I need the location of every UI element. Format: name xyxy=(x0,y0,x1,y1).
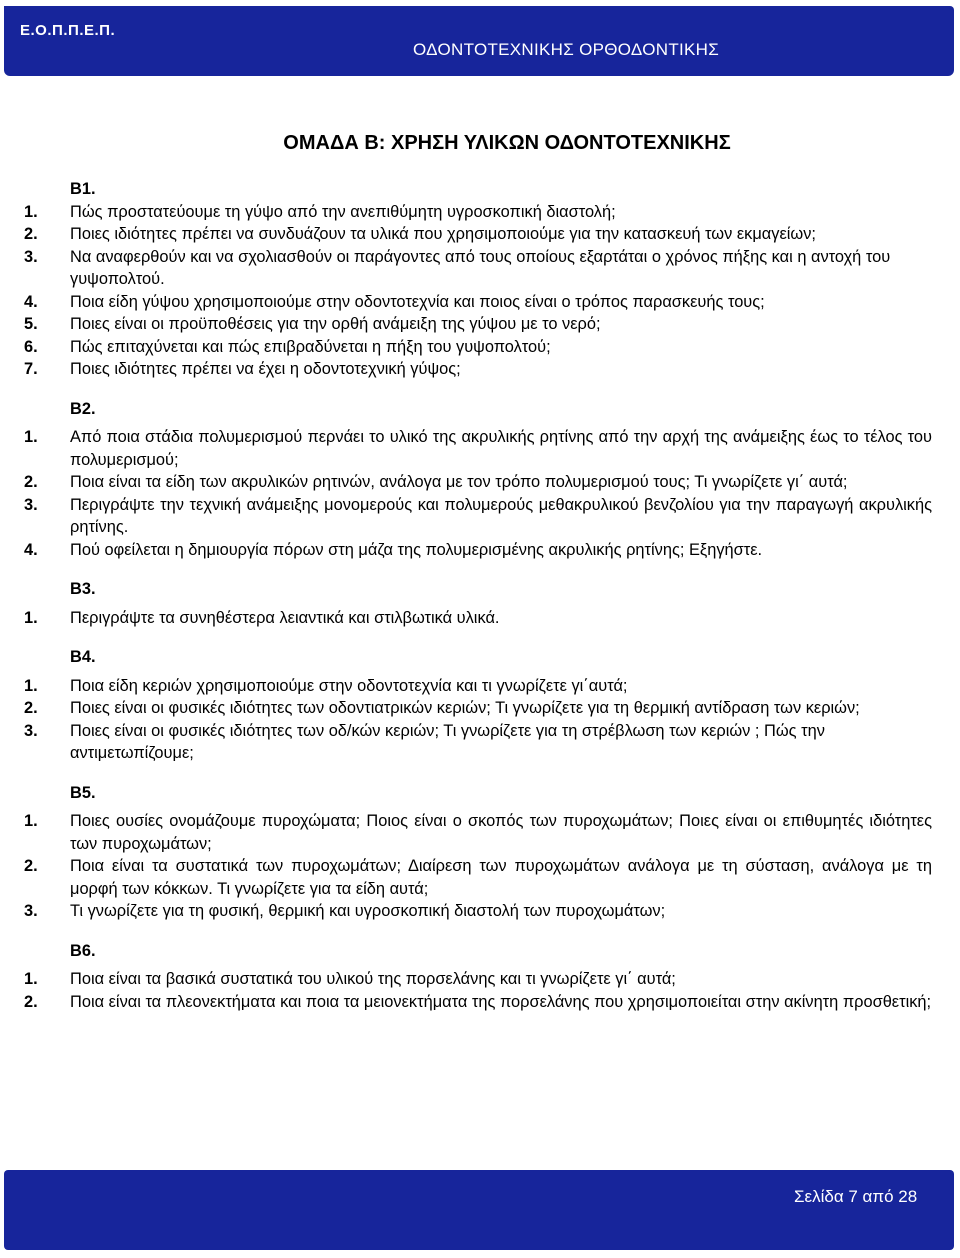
question-number: 1. xyxy=(24,202,38,221)
question-item xyxy=(24,991,932,1014)
section-heading: Β4. xyxy=(70,648,96,666)
question-item xyxy=(24,201,932,224)
question-text: Από ποια στάδια πολυμερισμού περνάει το υλικό της ακρυλικής ρητίνης από την αρχή της ανάμειξης έως το τέλος του πολυμερισμού; xyxy=(70,428,932,469)
question-item xyxy=(24,968,932,991)
question-item xyxy=(24,494,932,539)
question-item xyxy=(24,223,932,246)
question-number: 3. xyxy=(24,902,38,920)
question-text: Ποια είναι τα συστατικά των πυροχωμάτων; Διαίρεση των πυροχωμάτων ανάλογα με τη σύσταση, ανάλογα με τη μορφή των κόκκων. Τι γνωρίζετε για τα είδη αυτά; xyxy=(70,857,932,898)
question-text: Τι γνωρίζετε για τη φυσική, θερμική και υγροσκοπική διαστολή των πυροχωμάτων; xyxy=(70,902,666,920)
question-item xyxy=(24,539,932,562)
section-heading: Β1. xyxy=(70,180,96,198)
section-heading: Β3. xyxy=(70,580,96,598)
question-number: 1. xyxy=(24,608,38,627)
header-specialty: ΟΔΟΝΤΟΤΕΧΝΙΚΗΣ ΟΡΘΟΔΟΝΤΙΚΗΣ xyxy=(413,40,720,59)
question-item xyxy=(24,291,932,314)
question-text: Ποια είδη γύψου χρησιμοποιούμε στην οδοντοτεχνία και ποιος είναι ο τρόπος παρασκευής τους; xyxy=(70,292,765,311)
question-text: Πώς προστατεύουμε τη γύψο από την ανεπιθύμητη υγροσκοπική διαστολή; xyxy=(70,202,616,221)
question-number: 1. xyxy=(24,970,38,988)
section-heading: Β2. xyxy=(70,399,96,418)
question-text: Πώς επιταχύνεται και πώς επιβραδύνεται η πήξη του γυψοπολτού; xyxy=(70,337,551,356)
header-decoration xyxy=(0,0,950,30)
question-text: Να αναφερθούν και να σχολιασθούν οι παράγοντες από τους οποίους εξαρτάται ο χρόνος πήξης και η αντοχή του γυψοπολτού. xyxy=(70,247,891,288)
question-number: 3. xyxy=(24,495,38,514)
question-text: Περιγράψτε την τεχνική ανάμειξης μονομερούς και πολυμερούς μεθακρυλικού βενζολίου για την παραγωγή ακρυλικής ρητίνης. xyxy=(70,495,932,536)
question-item xyxy=(24,810,932,855)
question-text: Ποια είναι τα είδη των ακρυλικών ρητινών, ανάλογα με τον τρόπο πολυμερισμού τους; Τι γνωρίζετε γι΄ αυτά; xyxy=(70,473,848,491)
question-number: 4. xyxy=(24,540,38,559)
question-item xyxy=(24,426,932,471)
question-item xyxy=(24,675,932,698)
questions-content xyxy=(24,178,932,1013)
question-number: 3. xyxy=(24,247,38,266)
page-number: Σελίδα 7 από 28 xyxy=(794,1187,918,1206)
section-heading: Β5. xyxy=(70,783,96,802)
question-number: 2. xyxy=(24,473,38,491)
question-number: 1. xyxy=(24,428,38,446)
question-number: 2. xyxy=(24,225,38,243)
header-org: Ε.Ο.Π.Π.Ε.Π. xyxy=(20,22,116,39)
question-item xyxy=(24,246,932,291)
question-item xyxy=(24,336,932,359)
question-text: Ποιες είναι οι προϋποθέσεις για την ορθή ανάμειξη της γύψου με το νερό; xyxy=(70,315,601,333)
question-number: 4. xyxy=(24,292,38,311)
footer-bar xyxy=(4,1170,954,1250)
question-text: Ποια είδη κεριών χρησιμοποιούμε στην οδοντοτεχνία και τι γνωρίζετε γι΄αυτά; xyxy=(70,676,628,695)
question-text: Ποιες ουσίες ονομάζουμε πυροχώματα; Ποιος είναι ο σκοπός των πυροχωμάτων; Ποιες είναι οι επιθυμητές ιδιότητες των πυροχωμάτων; xyxy=(70,812,932,853)
question-text: Ποιες ιδιότητες πρέπει να έχει η οδοντοτεχνική γύψος; xyxy=(70,360,461,378)
question-item xyxy=(24,697,932,720)
question-text: Ποια είναι τα πλεονεκτήματα και ποια τα μειονεκτήματα της πορσελάνης που χρησιμοποιείται στην ακίνητη προσθετική; xyxy=(70,992,932,1011)
section-heading: Β6. xyxy=(70,941,96,960)
question-item xyxy=(24,471,932,494)
question-number: 5. xyxy=(24,315,38,333)
question-text: Ποιες ιδιότητες πρέπει να συνδυάζουν τα υλικά που χρησιμοποιούμε για την κατασκευή των εκμαγείων; xyxy=(70,225,816,243)
question-item xyxy=(24,607,932,630)
question-number: 1. xyxy=(24,812,38,830)
question-item xyxy=(24,313,932,336)
question-text: Ποια είναι τα βασικά συστατικά του υλικού της πορσελάνης και τι γνωρίζετε γι΄ αυτά; xyxy=(70,970,676,988)
question-number: 2. xyxy=(24,699,38,717)
question-number: 2. xyxy=(24,857,38,875)
question-item xyxy=(24,855,932,900)
question-number: 3. xyxy=(24,721,38,740)
question-number: 6. xyxy=(24,337,38,356)
question-text: Περιγράψτε τα συνηθέστερα λειαντικά και στιλβωτικά υλικά. xyxy=(70,608,500,627)
question-number: 7. xyxy=(24,360,38,378)
question-text: Πού οφείλεται η δημιουργία πόρων στη μάζα της πολυμερισμένης ακρυλικής ρητίνης; Εξηγήστε. xyxy=(70,540,763,559)
page-title: ΟΜΑΔΑ Β: ΧΡΗΣΗ ΥΛΙΚΩΝ ΟΔΟΝΤΟΤΕΧΝΙΚΗΣ xyxy=(283,132,731,154)
question-number: 2. xyxy=(24,992,38,1011)
question-item xyxy=(24,900,932,923)
question-text: Ποιες είναι οι φυσικές ιδιότητες των οδοντιατρικών κεριών; Τι γνωρίζετε για τη θερμική αντίδραση των κεριών; xyxy=(70,699,860,717)
question-text: Ποιες είναι οι φυσικές ιδιότητες των οδ/κών κεριών; Τι γνωρίζετε για τη στρέβλωση των κεριών ; Πώς την αντιμετωπίζουμε; xyxy=(70,721,825,762)
question-item xyxy=(24,720,932,765)
question-item xyxy=(24,358,932,381)
question-number: 1. xyxy=(24,676,38,695)
